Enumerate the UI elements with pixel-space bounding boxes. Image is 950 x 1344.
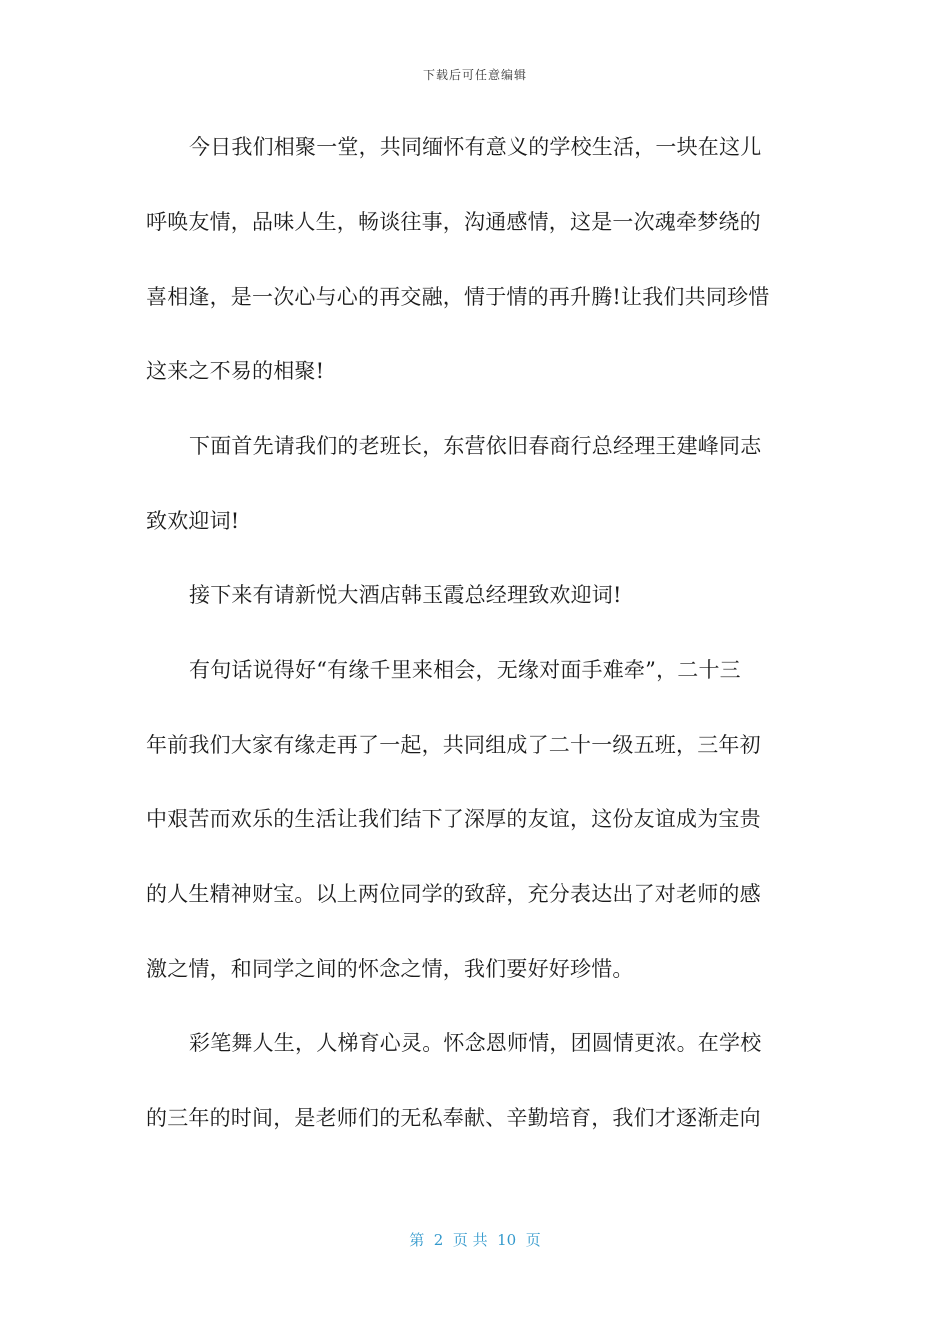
text-line: 下面首先请我们的老班长，东营依旧春商行总经理王建峰同志 xyxy=(189,434,762,458)
text-line: 年前我们大家有缘走再了一起，共同组成了二十一级五班，三年初 xyxy=(146,733,761,757)
page-header: 下载后可任意编辑 xyxy=(422,68,527,82)
text-line: 致欢迎词! xyxy=(146,509,240,533)
text-line: 有句话说得好“有缘千里来相会，无缘对面手难牵”，二十三 xyxy=(189,658,741,682)
text-line: 中艰苦而欢乐的生活让我们结下了深厚的友谊，这份友谊成为宝贵 xyxy=(146,807,761,831)
text-line: 的三年的时间，是老师们的无私奉献、辛勤培育，我们才逐渐走向 xyxy=(146,1106,761,1130)
text-line: 彩笔舞人生，人梯育心灵。怀念恩师情，团圆情更浓。在学校 xyxy=(189,1031,762,1055)
text-line: 接下来有请新悦大酒店韩玉霞总经理致欢迎词! xyxy=(189,583,622,607)
text-line: 今日我们相聚一堂，共同缅怀有意义的学校生活，一块在这儿 xyxy=(189,135,762,159)
text-line: 呼唤友情，品味人生，畅谈往事，沟通感情，这是一次魂牵梦绕的 xyxy=(146,210,761,234)
page-footer: 第 2 页 共 10 页 xyxy=(409,1231,541,1249)
text-line: 这来之不易的相聚! xyxy=(146,359,325,383)
text-line: 喜相逢，是一次心与心的再交融，情于情的再升腾!让我们共同珍惜 xyxy=(146,285,770,309)
text-line: 的人生精神财宝。以上两位同学的致辞，充分表达出了对老师的感 xyxy=(146,882,761,906)
text-line: 激之情，和同学之间的怀念之情，我们要好好珍惜。 xyxy=(146,957,634,981)
